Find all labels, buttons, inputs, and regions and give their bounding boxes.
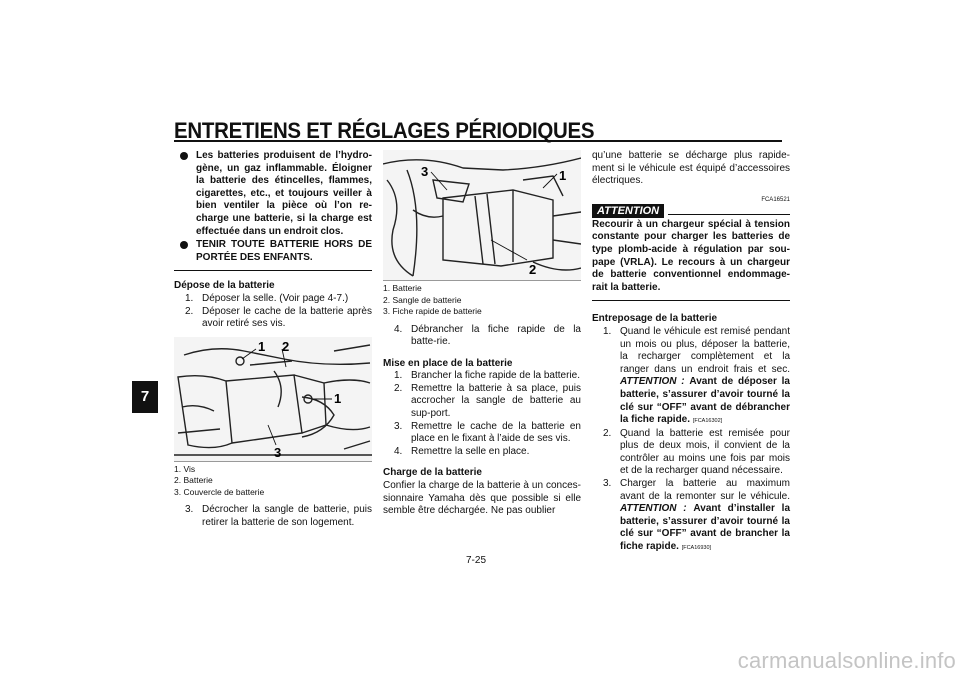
chapter-tab: 7 (132, 381, 158, 413)
attention-header (592, 194, 790, 216)
callout-label: 1 (258, 338, 266, 354)
bullet-dot-icon (180, 241, 188, 249)
list-item: 3. Remettre le cache de la batterie en place en le fixant à l’aide de ses vis. (394, 420, 581, 445)
callout-label: 3 (421, 164, 429, 179)
inline-code: [FCA16930] (681, 545, 712, 552)
install-heading: Mise en place de la batterie (383, 357, 513, 369)
attention-label: ATTENTION (592, 204, 664, 219)
section-rule (592, 300, 790, 301)
page-number: 7-25 (466, 555, 487, 566)
column-right (592, 150, 790, 555)
list-item: 2. Quand la batterie est remisée pour plus de deux mois, il convient de la contrôler au moins une fois par mois et de la recharger quand nécessaire. (603, 427, 790, 477)
attention-code: FCA16521 (761, 196, 790, 203)
callout-label: 2 (529, 262, 537, 277)
removal-steps-continued (383, 324, 581, 349)
list-item: 2. Déposer le cache de la batterie après avoir retiré ses vis. (185, 305, 372, 330)
list-item: 3. Décrocher la sangle de batterie, puis retirer la batterie de son logement. (185, 504, 372, 528)
figure-battery-cover (174, 337, 372, 462)
callout-label: 2 (282, 338, 290, 354)
install-steps (383, 370, 581, 458)
list-item: 3. Charger la batterie au maximum avant de la remonter sur le véhicule. ATTENTION : Avant d’installer la batterie, s’assurer d’avoir tourné la clé sur “OFF” avant de brancher la fiche rapide. [FCA16930] (603, 478, 791, 553)
removal-heading: Dépose de la batterie (174, 280, 275, 292)
storage-heading: Entreposage de la batterie (592, 313, 718, 325)
list-item: 4. Débrancher la fiche rapide de la batte-rie. (394, 323, 581, 348)
charge-heading: Charge de la batterie (383, 467, 482, 479)
page-title: ENTRETIENS ET RÉGLAGES PÉRIODIQUES (174, 118, 595, 143)
removal-steps-continued (174, 504, 372, 529)
list-item: 2. Remettre la batterie à sa place, puis accrocher la sangle de batterie au sup-port. (394, 382, 581, 420)
warning-bullet (174, 150, 372, 238)
figure-caption: 1. Batterie 2. Sangle de batterie 3. Fiche rapide de batterie (383, 283, 482, 316)
list-item: 1. Déposer la selle. (Voir page 4-7.) (185, 292, 349, 304)
battery-cover-illustration (174, 337, 372, 461)
battery-illustration (383, 150, 581, 280)
bullet-text: Les batteries produisent de l’hydro-gène, un gaz inflammable. Éloigner la batterie des étincelles, flammes, cigarettes, etc., et toujours veiller à bien ventiler la pièce où l’on re-charge une batterie, si la charge est effectuée dans un endroit clos. (196, 150, 372, 237)
column-middle (383, 150, 581, 518)
figure-battery (383, 150, 581, 281)
bullet-dot-icon (180, 152, 188, 160)
watermark: carmanualsonline.info (737, 648, 956, 673)
callout-label: 1 (559, 168, 567, 183)
removal-steps (174, 293, 372, 331)
column-left (174, 150, 372, 529)
inline-code: [FCA16302] (692, 418, 723, 425)
attention-rule (668, 214, 790, 215)
callout-label: 1 (334, 390, 342, 406)
list-item: 4. Remettre la selle en place. (394, 445, 530, 457)
inline-attention: ATTENTION : (620, 503, 687, 515)
inline-attention: ATTENTION : (620, 376, 685, 388)
list-item: 1. Quand le véhicule est remisé pendant un mois ou plus, déposer la batterie, la recharger complètement et la ranger dans un endroit frais et sec. ATTENTION : Avant de déposer la batterie, s’assurer d’avoir tourné la clé sur “OFF” avant de débrancher la fiche rapide. [FCA16302] (603, 325, 790, 426)
callout-label: 3 (274, 444, 282, 460)
charge-text: Confier la charge de la batterie à un conces-sionnaire Yamaha dès que possible si elle semble être déchargée. Ne pas oublier (383, 480, 581, 517)
title-rule (174, 140, 782, 142)
storage-steps (592, 326, 790, 555)
charge-text-continued: qu’une batterie se décharge plus rapide-ment si le véhicule est équipé d’accessoires électriques. (592, 150, 790, 187)
warning-bullet (174, 239, 372, 264)
section-rule (174, 270, 372, 271)
list-item: 1. Brancher la fiche rapide de la batterie. (394, 370, 580, 382)
figure-caption: 1. Vis 2. Batterie 3. Couvercle de batterie (174, 463, 265, 497)
bullet-text: TENIR TOUTE BATTERIE HORS DE PORTÉE DES ENFANTS. (196, 239, 372, 263)
attention-text: Recourir à un chargeur spécial à tension constante pour charger les batteries de type plomb-acide à régulation par sou-pape (VRLA). Le recours à un chargeur de batterie conventionnel endommage-rait la batterie. (592, 218, 790, 293)
